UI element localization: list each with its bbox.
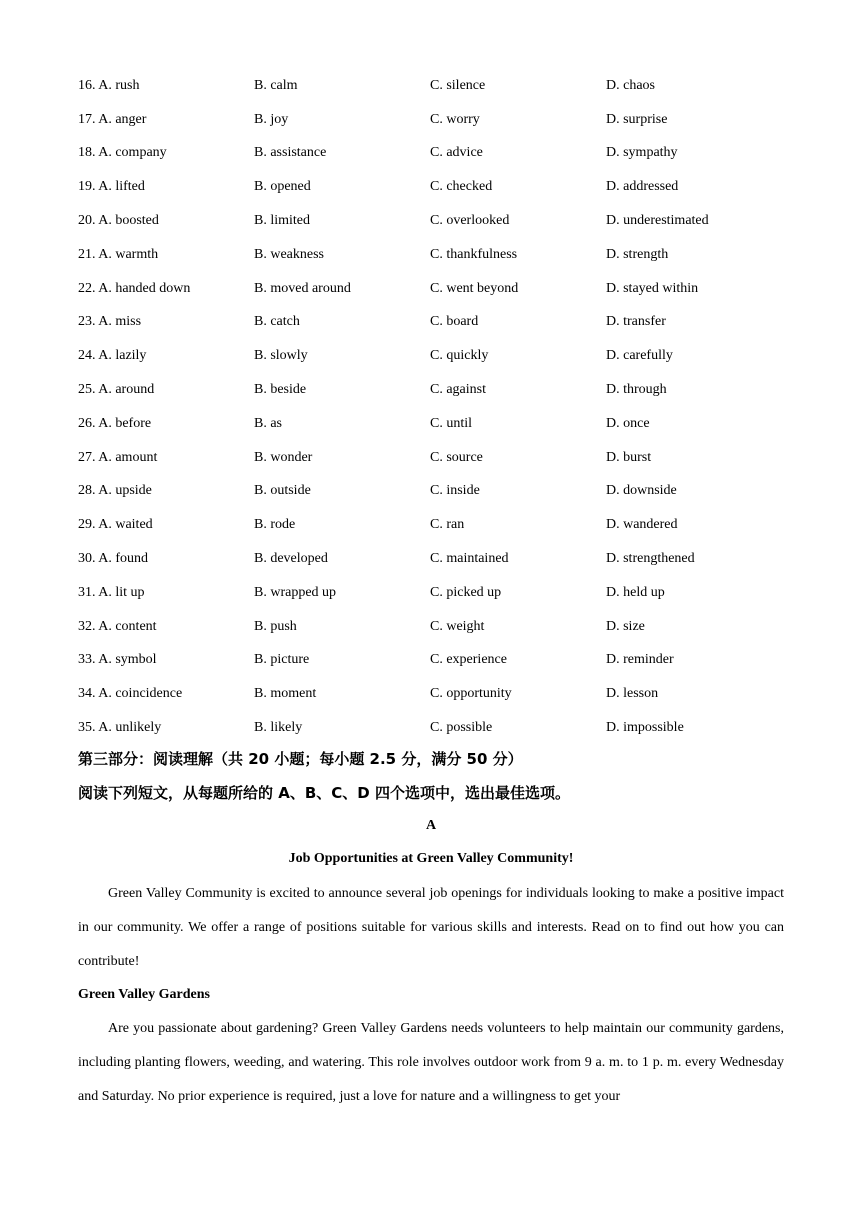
choice-option-c: C. weight [430,618,485,634]
choice-option-d: D. strength [606,246,669,262]
choice-option-b: B. moved around [254,280,351,296]
choice-row [78,576,798,610]
choice-option-a: 20. A. boosted [78,213,159,229]
choice-option-c: C. went beyond [430,280,519,296]
choice-option-b: B. likely [254,720,303,736]
choice-option-b: B. catch [254,314,300,330]
choice-option-a: 26. A. before [78,415,152,431]
choice-option-a: 19. A. lifted [78,179,145,195]
choice-option-c: C. silence [430,77,486,93]
passage-label: A [425,818,437,833]
choice-option-a: 35. A. unlikely [78,720,162,736]
choice-option-d: D. impossible [606,720,684,736]
choice-option-b: B. wrapped up [254,584,337,600]
choice-option-b: B. slowly [254,348,308,364]
choice-row [78,373,798,407]
choice-row [78,238,798,272]
choice-option-b: B. opened [254,179,311,195]
choice-option-c: C. overlooked [430,213,510,229]
choice-option-b: B. weakness [254,246,324,262]
choice-row [78,610,798,644]
choice-option-d: D. transfer [606,314,666,330]
choice-option-d: D. underestimated [606,213,709,229]
choice-option-b: B. assistance [254,145,327,161]
choice-option-c: C. until [430,415,473,431]
choice-option-a: 24. A. lazily [78,348,147,364]
choice-option-c: C. board [430,314,479,330]
choice-option-a: 16. A. rush [78,77,140,93]
choice-option-a: 34. A. coincidence [78,686,183,702]
choice-row [78,272,798,306]
passage-intro-paragraph: Green Valley Community is excited to announce several job openings for individuals looking to make a positive impact in our community. We offer a range of positions suitable for various skills and interests. Read on to find out how you can contribute! [78,886,784,969]
choice-option-d: D. sympathy [606,145,678,161]
choice-row [78,69,798,103]
choice-row [78,644,798,678]
choice-option-a: 22. A. handed down [78,280,191,296]
choice-option-c: C. maintained [430,551,509,567]
choice-option-b: B. as [254,415,282,431]
choice-option-a: 27. A. amount [78,449,158,465]
choice-option-a: 25. A. around [78,382,155,398]
choice-option-b: B. joy [254,111,289,127]
choice-option-d: D. held up [606,584,665,600]
choice-option-c: C. ran [430,517,465,533]
choice-row [78,508,798,542]
choice-option-d: D. through [606,382,667,398]
choice-option-c: C. against [430,382,486,398]
choice-row [78,170,798,204]
choice-option-a: 29. A. waited [78,517,153,533]
section-heading: 第三部分：阅读理解（共 20 小题；每小题 2.5 分，满分 50 分） [78,750,523,768]
choice-option-b: B. beside [254,382,307,398]
choice-option-c: C. inside [430,483,480,499]
choice-option-d: D. once [606,415,650,431]
choice-row [78,542,798,576]
choice-option-c: C. picked up [430,584,502,600]
choice-option-a: 28. A. upside [78,483,152,499]
choice-option-d: D. burst [606,449,652,465]
choice-option-c: C. thankfulness [430,246,518,262]
choice-option-a: 30. A. found [78,551,148,567]
choice-option-c: C. source [430,449,483,465]
choice-option-a: 23. A. miss [78,314,142,330]
choice-row [78,103,798,137]
choice-option-c: C. worry [430,111,480,127]
choice-option-d: D. surprise [606,111,668,127]
choice-option-a: 32. A. content [78,618,157,634]
choice-option-c: C. quickly [430,348,489,364]
choice-row [78,677,798,711]
choice-option-b: B. developed [254,551,328,567]
choice-row [78,407,798,441]
choice-option-b: B. wonder [254,449,313,465]
choice-option-c: C. experience [430,652,507,668]
choice-row [78,441,798,475]
choice-option-d: D. wandered [606,517,678,533]
choice-row [78,475,798,509]
choice-row [78,339,798,373]
choice-row [78,137,798,171]
choice-option-a: 33. A. symbol [78,652,157,668]
choice-option-d: D. addressed [606,179,679,195]
section-subheading: Green Valley Gardens [78,987,210,1002]
choice-option-b: B. picture [254,652,310,668]
choice-option-d: D. lesson [606,686,659,702]
choice-option-d: D. size [606,618,645,634]
choice-option-a: 21. A. warmth [78,246,159,262]
choice-row [78,711,798,745]
choice-option-b: B. limited [254,213,310,229]
choice-option-a: 17. A. anger [78,111,147,127]
section-instruction: 阅读下列短文，从每题所给的 A、B、C、D 四个选项中，选出最佳选项。 [78,784,570,802]
choice-option-d: D. carefully [606,348,673,364]
choice-option-a: 31. A. lit up [78,584,145,600]
choice-option-c: C. checked [430,179,493,195]
choice-option-b: B. rode [254,517,296,533]
choice-option-b: B. outside [254,483,311,499]
choice-option-d: D. downside [606,483,677,499]
choice-option-b: B. calm [254,77,298,93]
choice-option-c: C. possible [430,720,493,736]
choice-option-c: C. advice [430,145,483,161]
answer-choices-table [78,69,798,745]
passage-title: Job Opportunities at Green Valley Community! [288,851,574,866]
section-paragraph: Are you passionate about gardening? Green Valley Gardens needs volunteers to help maintain our community gardens, including planting flowers, weeding, and watering. This role involves outdoor work from 9 a. m. to 1 p. m. every Wednesday and Saturday. No prior experience is required, just a love for nature and a willingness to get your [78,1021,784,1104]
choice-option-a: 18. A. company [78,145,167,161]
choice-option-d: D. strengthened [606,551,695,567]
choice-option-d: D. chaos [606,77,655,93]
choice-option-c: C. opportunity [430,686,512,702]
choice-row [78,306,798,340]
choice-option-b: B. moment [254,686,317,702]
choice-option-d: D. reminder [606,652,674,668]
choice-option-b: B. push [254,618,297,634]
choice-row [78,204,798,238]
choice-option-d: D. stayed within [606,280,699,296]
